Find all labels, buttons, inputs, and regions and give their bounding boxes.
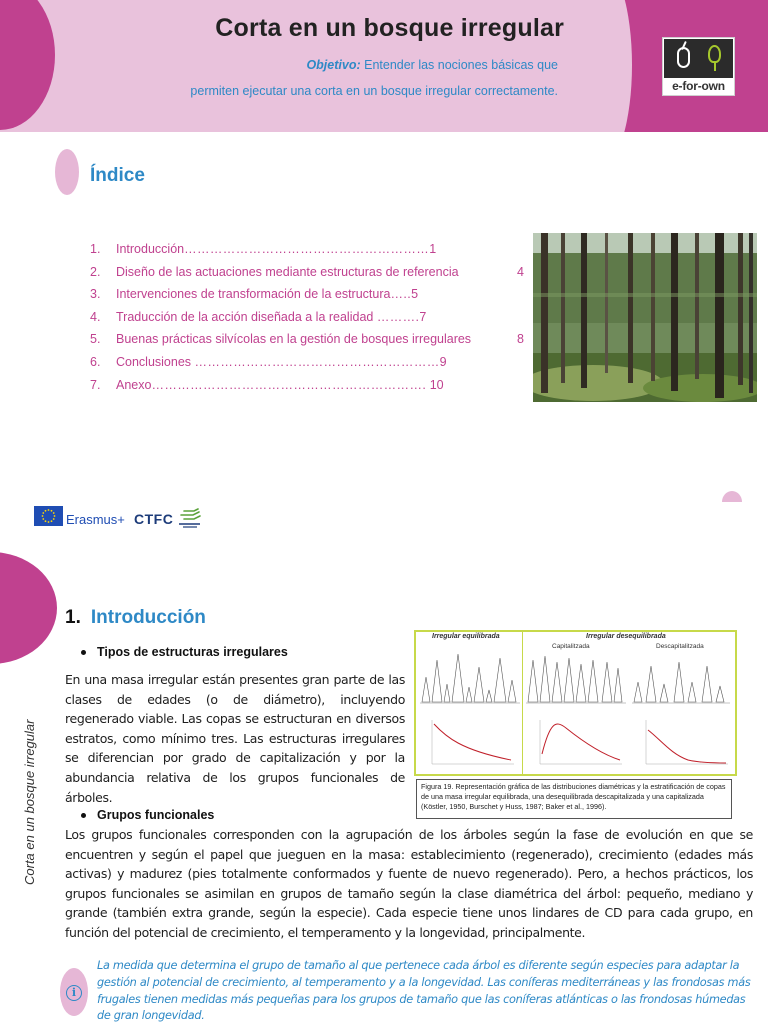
eu-stars-icon: [34, 506, 63, 526]
toc-number: 7.: [90, 377, 101, 392]
toc-text: Anexo: [116, 377, 152, 392]
figure-header-unbalanced: Irregular desequilibrada: [586, 633, 666, 640]
toc-number: 6.: [90, 354, 101, 369]
tree-icon: [708, 45, 721, 63]
toc-page: 5: [411, 287, 419, 302]
forest-photo: [533, 233, 757, 402]
toc-text: Buenas prácticas silvícolas en la gestión de bosques irregulares: [116, 332, 472, 347]
toc-dots: ……………………………………………………….: [151, 377, 427, 392]
objective-label: Objetivo:: [306, 58, 361, 72]
paragraph-functional-groups: Los grupos funcionales corresponden con la agrupación de los árboles según la fase de evolución en que se encuentren y según el papel que jueguen en la masa: establecimiento (regenerado), crecimiento (edades más activas) y madurez (pies totalmente conformados y fuente de nuevo regenerado). Pero, a hechos prácticos, los grupos funcionales se asimilan en grupos de tamaño según la clase diamétrica del árbol: pequeño, mediano y grande (también extra grande, según la especie). Cada especie tiene unos lindares de CD para cada grupo, en función del potencial de crecimiento, el temperamento y la longevidad, principalmente.: [65, 827, 753, 940]
subheading-functional-groups: Grupos funcionales: [97, 808, 215, 822]
toc-page: 9: [439, 354, 447, 369]
figure-caption: Figura 19. Representación gráfica de las distribuciones diamétricas y la estratificación de copas de una masa irregular equilibrada, una desequilibrada descapitalizada y una capitalizada (Köstler, 1950, Burschet y Huss, 1987; Baker et al., 1996).: [416, 779, 732, 819]
toc-number: 5.: [90, 332, 101, 347]
toc-item[interactable]: [90, 242, 530, 265]
objective-line-1: Entender las nociones básicas que: [364, 58, 558, 72]
objective-line-2: permiten ejecutar una corta en un bosque irregular correctamente.: [190, 84, 558, 98]
toc-label: [116, 355, 447, 369]
table-of-contents: [90, 242, 530, 400]
erasmus-logo-text: Erasmus+: [66, 512, 125, 527]
toc-dots: …..: [390, 287, 412, 302]
toc-number: 4.: [90, 309, 101, 324]
section-number: 1.: [65, 607, 81, 628]
info-icon: i: [66, 985, 82, 1001]
toc-label: [116, 378, 444, 392]
section-title: Introducción: [90, 607, 206, 628]
toc-dots: …………………………………………………: [194, 354, 440, 369]
figure-header-balanced: Irregular equilibrada: [432, 633, 500, 640]
toc-item[interactable]: [90, 265, 530, 288]
document-title: Corta en un bosque irregular: [215, 14, 564, 42]
index-decorative-pill: [55, 149, 79, 195]
ctfc-logo-text: CTFC: [134, 511, 174, 527]
toc-page: 4: [517, 264, 524, 279]
toc-number: 1.: [90, 242, 101, 256]
figure-drawings: [416, 632, 735, 774]
e-for-own-logo: [662, 37, 735, 96]
toc-label: [116, 287, 418, 301]
toc-text: Conclusiones: [116, 354, 192, 369]
vertical-document-title: Corta en un bosque irregular: [22, 719, 37, 885]
toc-dots: ……….: [376, 309, 420, 324]
decorative-circle-right-inner: [568, 0, 632, 132]
subheading-structure-types: Tipos de estructuras irregulares: [97, 645, 288, 659]
toc-text: Diseño de las actuaciones mediante estructuras de referencia: [116, 264, 459, 279]
toc-item[interactable]: [90, 287, 530, 310]
logo-text: e-for-own: [672, 79, 725, 93]
paragraph-irregular-structures: En una masa irregular están presentes gran parte de las clases de edades (o de diámetro), incluyendo regenerado viable. Las copas se estructuran en diversos estratos, como mínimo tres. Las estructuras irregulares se diferencian por grado de capitalización y por la abundancia relativa de los grupos funcionales de árboles.: [65, 672, 405, 805]
page-corner-decoration: [722, 491, 742, 513]
toc-text: Intervenciones de transformación de la estructura: [116, 287, 391, 302]
decorative-circle-left: [0, 0, 55, 130]
toc-item[interactable]: [90, 332, 530, 355]
toc-number: 3.: [90, 287, 101, 302]
toc-item[interactable]: [90, 310, 530, 333]
toc-text: Traducción de la acción diseñada a la realidad: [116, 309, 374, 324]
section-decorative-circle: [0, 552, 57, 664]
toc-text: Introducción: [116, 242, 185, 256]
figure-sub-decapitalized: Descapitalitzada: [656, 643, 704, 650]
toc-dots: …………………………………………………: [184, 242, 430, 256]
figure-sub-capitalized: Capitalitzada: [552, 643, 590, 650]
stand-structure-figure: [414, 630, 737, 776]
section-heading: [65, 607, 206, 629]
toc-item[interactable]: [90, 355, 530, 378]
toc-item[interactable]: [90, 378, 530, 401]
toc-page: 7: [419, 309, 427, 324]
ctfc-mark-icon: [178, 508, 202, 528]
toc-label: [116, 242, 436, 256]
index-title: Índice: [90, 165, 145, 186]
toc-number: 2.: [90, 264, 101, 279]
callout-note: La medida que determina el grupo de tamaño al que pertenece cada árbol es diferente según especies para adaptar la gestión al potencial de crecimiento, al temperamento y a la longevidad. Las coníferas mediterráneas y las frondosas más frugales tienen medidas más pequeñas para los grupos de tamaño que las coníferas atlánticas o las frondosas húmedas de gran longevidad.: [97, 959, 751, 1023]
toc-page: 10: [429, 377, 444, 392]
toc-page: 1: [429, 242, 437, 256]
objective-text: [140, 52, 558, 104]
logo-dark-panel: [664, 39, 733, 78]
forest-photo-image: [533, 233, 757, 402]
computer-mouse-icon: [677, 47, 690, 68]
toc-label: [116, 310, 426, 324]
eu-flag-icon: [34, 506, 63, 526]
toc-page: 8: [517, 332, 524, 347]
